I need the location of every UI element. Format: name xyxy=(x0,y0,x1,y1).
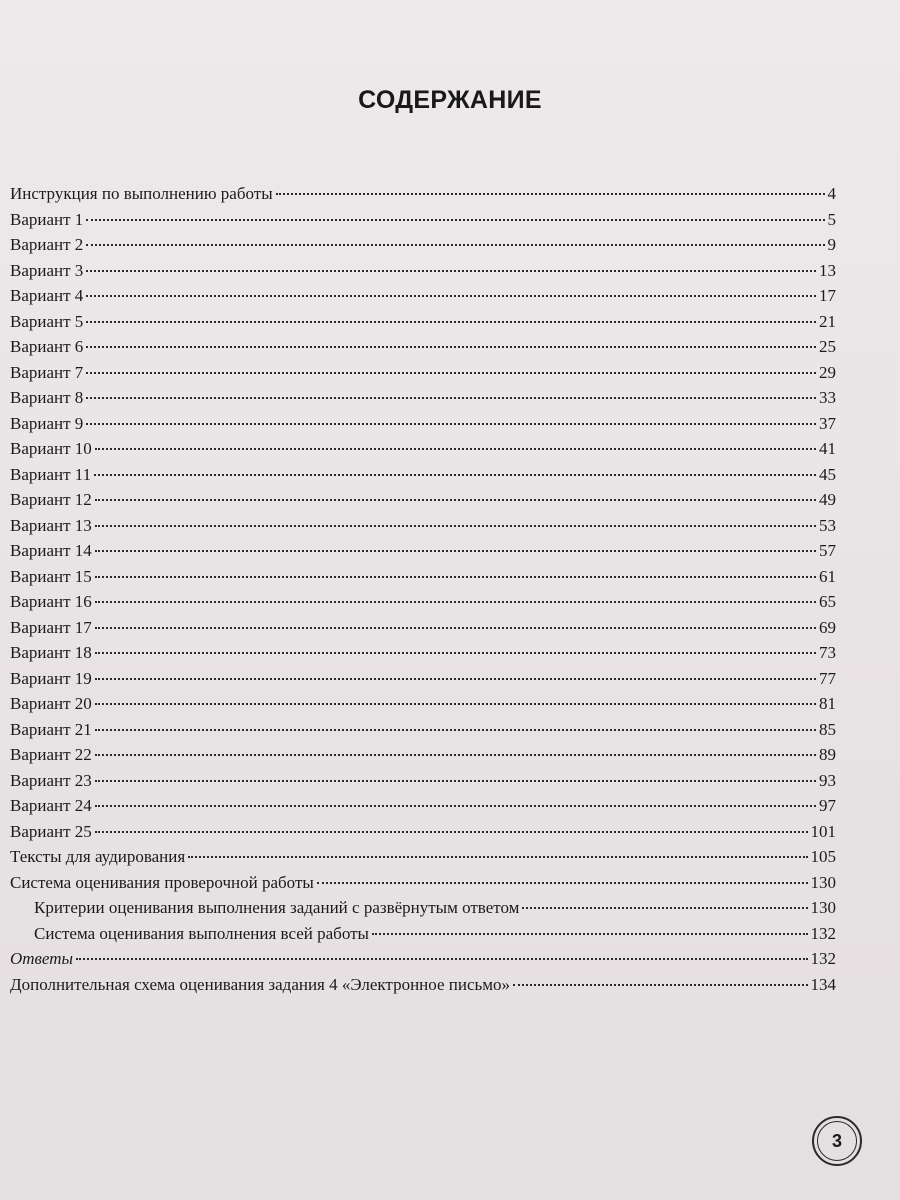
toc-entry-label: Инструкция по выполнению работы xyxy=(10,184,273,203)
dot-leader xyxy=(95,780,816,782)
toc-entry-page: 13 xyxy=(819,260,836,280)
toc-entry-label: Тексты для аудирования xyxy=(10,847,186,866)
toc-entry[interactable] xyxy=(10,796,836,822)
page-number-badge xyxy=(812,1116,862,1166)
toc-entry-page: 130 xyxy=(810,872,836,892)
dot-leader xyxy=(188,856,807,858)
toc-entry-page: 41 xyxy=(819,439,836,458)
toc-entry-page: 49 xyxy=(819,490,836,509)
toc-entry-label: Вариант 9 xyxy=(10,413,84,433)
toc-entry[interactable] xyxy=(10,465,836,491)
dot-leader xyxy=(86,244,824,246)
toc-entry[interactable] xyxy=(10,312,836,338)
toc-entry-page: 21 xyxy=(819,311,836,331)
toc-entry-label: Вариант 21 xyxy=(10,719,92,739)
dot-leader xyxy=(95,499,816,501)
toc-entry-page: 29 xyxy=(819,362,836,382)
toc-entry-page: 89 xyxy=(819,745,836,764)
toc-entry-page: 130 xyxy=(810,898,836,917)
dot-leader xyxy=(372,933,808,935)
toc-entry[interactable] xyxy=(10,184,836,210)
toc-entry-page: 85 xyxy=(819,719,836,739)
toc-entry[interactable] xyxy=(10,847,836,873)
toc-entry-label: Вариант 22 xyxy=(10,745,92,764)
dot-leader xyxy=(86,423,816,425)
toc-entry[interactable] xyxy=(10,235,836,261)
toc-entry-page: 37 xyxy=(819,413,836,433)
toc-entry[interactable] xyxy=(10,337,836,363)
dot-leader xyxy=(94,474,816,476)
toc-entry-label: Вариант 8 xyxy=(10,388,84,407)
toc-entry[interactable] xyxy=(10,771,836,797)
toc-entry[interactable] xyxy=(10,822,836,848)
dot-leader xyxy=(86,372,816,374)
toc-entry-page: 97 xyxy=(819,796,836,815)
toc-entry-label: Вариант 25 xyxy=(10,821,92,841)
page-title: СОДЕРЖАНИЕ xyxy=(358,86,542,114)
toc-entry-page: 33 xyxy=(819,388,836,407)
dot-leader xyxy=(95,805,816,807)
toc-entry-label: Вариант 12 xyxy=(10,490,92,509)
dot-leader xyxy=(95,754,816,756)
toc-entry-label: Вариант 3 xyxy=(10,260,84,280)
toc-entry[interactable] xyxy=(10,975,836,1001)
toc-entry[interactable] xyxy=(10,669,836,695)
toc-entry[interactable] xyxy=(10,516,836,542)
toc-entry-page: 81 xyxy=(819,694,836,713)
toc-entry[interactable] xyxy=(10,618,836,644)
dot-leader xyxy=(95,448,816,450)
dot-leader xyxy=(86,219,824,221)
toc-entry[interactable] xyxy=(10,567,836,593)
toc-entry[interactable] xyxy=(10,720,836,746)
toc-entry-label: Вариант 19 xyxy=(10,668,92,688)
toc-entry[interactable] xyxy=(10,490,836,516)
toc-entry-page: 53 xyxy=(819,515,836,535)
dot-leader xyxy=(95,831,808,833)
toc-entry-label: Вариант 13 xyxy=(10,515,92,535)
toc-entry-label: Вариант 17 xyxy=(10,617,92,637)
dot-leader xyxy=(522,907,807,909)
table-of-contents xyxy=(10,184,836,1000)
toc-entry[interactable] xyxy=(10,592,836,618)
toc-entry[interactable] xyxy=(10,949,836,975)
toc-entry[interactable] xyxy=(10,745,836,771)
toc-entry-label: Система оценивания проверочной работы xyxy=(10,872,314,892)
toc-entry-page: 61 xyxy=(819,566,836,586)
toc-entry-label: Вариант 23 xyxy=(10,770,92,790)
toc-entry-label: Критерии оценивания выполнения заданий с развёрнутым ответом xyxy=(34,898,520,917)
toc-entry-label: Вариант 14 xyxy=(10,541,92,560)
dot-leader xyxy=(95,550,816,552)
toc-entry-page: 73 xyxy=(819,643,836,662)
toc-entry-page: 132 xyxy=(810,923,836,943)
toc-entry-label: Система оценивания выполнения всей работы xyxy=(34,923,369,943)
toc-entry-label: Дополнительная схема оценивания задания 4 «Электронное письмо» xyxy=(10,974,511,994)
toc-entry[interactable] xyxy=(10,210,836,236)
toc-entry-page: 65 xyxy=(819,592,836,611)
toc-entry-page: 4 xyxy=(827,184,836,203)
toc-entry-label: Вариант 10 xyxy=(10,439,92,458)
dot-leader xyxy=(86,321,816,323)
toc-entry[interactable] xyxy=(10,694,836,720)
dot-leader xyxy=(86,295,816,297)
toc-entry-label: Вариант 1 xyxy=(10,209,84,229)
toc-entry[interactable] xyxy=(10,286,836,312)
toc-entry[interactable] xyxy=(10,873,836,899)
dot-leader xyxy=(95,678,816,680)
dot-leader xyxy=(86,397,816,399)
dot-leader xyxy=(95,652,816,654)
dot-leader xyxy=(95,627,816,629)
toc-entry-label: Вариант 5 xyxy=(10,311,84,331)
toc-entry-label: Вариант 18 xyxy=(10,643,92,662)
toc-entry-page: 57 xyxy=(819,541,836,560)
toc-entry-page: 45 xyxy=(819,464,836,484)
dot-leader xyxy=(76,958,807,960)
toc-entry[interactable] xyxy=(10,439,836,465)
page-number: 3 xyxy=(817,1121,857,1161)
toc-entry-page: 17 xyxy=(819,286,836,305)
toc-entry-page: 77 xyxy=(819,668,836,688)
toc-entry-label: Вариант 16 xyxy=(10,592,92,611)
dot-leader xyxy=(86,270,816,272)
dot-leader xyxy=(95,703,816,705)
toc-entry[interactable] xyxy=(10,388,836,414)
toc-entry-label: Вариант 2 xyxy=(10,235,84,254)
dot-leader xyxy=(95,525,816,527)
toc-entry-page: 105 xyxy=(810,847,836,866)
toc-entry-label: Вариант 20 xyxy=(10,694,92,713)
toc-entry-page: 5 xyxy=(827,209,836,229)
toc-entry-label: Вариант 4 xyxy=(10,286,84,305)
toc-entry[interactable] xyxy=(10,541,836,567)
dot-leader xyxy=(276,193,825,195)
toc-entry-label: Вариант 15 xyxy=(10,566,92,586)
toc-entry-page: 134 xyxy=(810,974,836,994)
toc-entry-label: Вариант 11 xyxy=(10,464,92,484)
toc-entry-page: 101 xyxy=(810,821,836,841)
toc-entry-label: Вариант 6 xyxy=(10,337,84,356)
toc-entry[interactable] xyxy=(10,363,836,389)
dot-leader xyxy=(95,729,816,731)
toc-entry-page: 69 xyxy=(819,617,836,637)
toc-entry[interactable] xyxy=(10,643,836,669)
toc-entry[interactable] xyxy=(10,261,836,287)
toc-entry-label: Ответы xyxy=(10,949,74,968)
dot-leader xyxy=(95,576,816,578)
toc-entry-page: 132 xyxy=(810,949,836,968)
toc-entry-label: Вариант 7 xyxy=(10,362,84,382)
toc-entry-page: 9 xyxy=(827,235,836,254)
dot-leader xyxy=(513,984,807,986)
toc-entry-page: 25 xyxy=(819,337,836,356)
toc-entry[interactable] xyxy=(10,898,836,924)
toc-entry-page: 93 xyxy=(819,770,836,790)
dot-leader xyxy=(317,882,808,884)
dot-leader xyxy=(95,601,816,603)
toc-entry[interactable] xyxy=(10,924,836,950)
toc-entry-label: Вариант 24 xyxy=(10,796,92,815)
dot-leader xyxy=(86,346,816,348)
toc-entry[interactable] xyxy=(10,414,836,440)
